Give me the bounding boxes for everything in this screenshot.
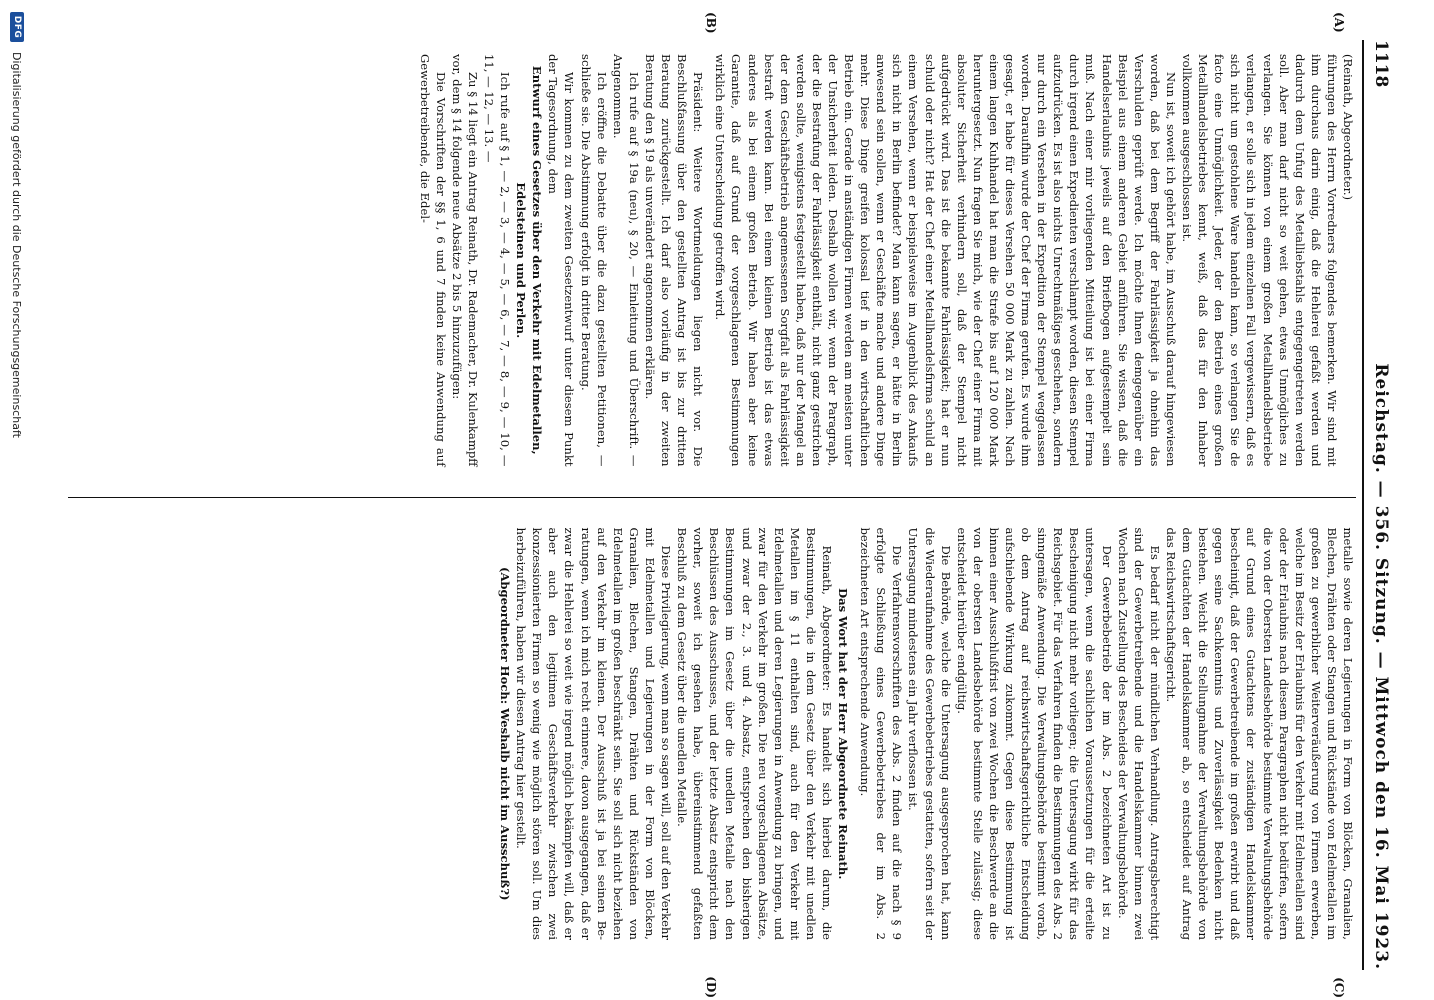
- paragraph: Reinath, Abgeordneter: Es handelt sich hierbei darum, die Bestimmungen, die in dem Gesetz über den Verkehr mit unedlen Metallen im § 11 enthalten sind, auch für den Verkehr mit Edelmetallen und deren Legierungen in Anwendung zu bringen, und zwar für den Verkehr im großen. Die neu vorgeschlagenen Absätze, und zwar der 2., 3. und 4. Absatz, entsprechen den bisherigen Bestimmungen im Gesetz über die unedlen Metalle nach den Beschlüssen des Ausschusses, und der letzte Absatz entspricht dem vorher, soweit ich gesehen habe, übereinstimmend gefaßten Beschluß zu dem Gesetz über die unedlen Metalle.: [675, 527, 834, 940]
- speaker-announcement: Das Wort hat der Herr Abgeordnete Reinath.: [836, 588, 851, 880]
- document-page: [68, 12, 1398, 998]
- right-column: [68, 498, 1356, 971]
- margin-mark-b: (B): [704, 12, 718, 34]
- paragraph: Ich eröffne die Debatte über die dazu gestellten Petitionen, — schließe sie. Die Abstimmung erfolgt in dritter Beratung.: [578, 54, 609, 467]
- paragraph: Präsident: Weitere Wortmeldungen liegen nicht vor. Die Beschlußfassung über den gestellten Antrag ist bis zur dritten Beratung zurückgestellt. Ich darf also vorläufig in der zweiten Beratung den § 19 als unverändert angenommen erklären.: [642, 54, 706, 467]
- paragraph: führungen des Herrn Vorredners folgendes bemerken. Wir sind mit ihm durchaus darin einig, daß die Hehlerei gefaßt werden und dadurch dem Unfug des Metalliebstahls entgegengetreten werden soll. Aber man darf nicht so weit gehen, etwas Unmögliches zu verlangen. Sie können von einem großen Metallhandelsbetriebe verlangen, er solle sich in jedem einzelnen Fall vergewissern, daß es sich nicht um gestohlene Ware handeln kann, so verlangen Sie de facto eine Unmöglichkeit. Jeder, der den Betrieb eines großen Metallhandelsbetriebes kennt, weiß, daß das für den Inhaber vollkommen ausgeschlossen ist.: [1180, 54, 1339, 467]
- paragraph: metalle sowie deren Legierungen in Form von Blöcken, Granalien, Blechen, Drähten oder Stangen und Rückstände von Edelmetallen im großen zu gewerblicher Weiterveräußerung von Firmen erwerben, welche im Besitz der Erlaubnis für den Verkehr mit Edelmetallen sind oder der Erlaubnis nach diesem Paragraphen nicht bedürfen, sofern die von der Obersten Landesbehörde bestimmte Verwaltungsbehörde auf Grund eines Gutachtens der zuständigen Handelskammer bescheinigt, daß der Gewerbetreibende im großen erwirbt und daß gegen seine Sachkenntnis und Zuverlässigkeit Bedenken nicht bestehen. Weicht die Stellungnahme der Verwaltungsbehörde von dem Gutachten der Handelskammer ab, so entscheidet auf Antrag das Reichswirtschaftsgericht.: [1163, 527, 1355, 940]
- paragraph: Die Verfahrensvorschriften des Abs. 2 finden auf die nach § 9 erfolgte Schließung eines Gewerbebetriebes der im Abs. 2 bezeichneten Art entsprechende Anwendung.: [858, 527, 905, 940]
- paragraph: Ich rufe auf § 19a (neu), § 20, — Einleitung und Überschrift. — Angenommen.: [610, 54, 641, 467]
- scan-edge: [1404, 0, 1434, 1000]
- margin-mark-a: (A): [1332, 12, 1346, 33]
- paragraph: Die Vorschriften der §§ 1, 6 und 7 finden keine Anwendung auf Gewerbetreibende, die Edel-: [417, 54, 448, 467]
- bill-title: Entwurf eines Gesetzes über den Verkehr mit Edelmetallen, Edelsteinen und Perlen.: [514, 65, 545, 455]
- text-columns: [68, 40, 1356, 970]
- dfg-logo: DFG: [10, 12, 24, 42]
- paragraph: Wir kommen zu dem zweiten Gesetzentwurf unter diesem Punkt der Tagesordnung, dem: [546, 54, 577, 467]
- paragraph: Diese Privilegierung, wenn man so sagen will, soll auf den Verkehr mit Edelmetallen und Legierungen in der Form von Blöcken, Granalien, Blechen, Stangen, Drähten und Rückständen von Edelmetallen im großen beschränkt sein. Sie soll sich nicht beziehen auf den Verkehr im kleinen. Der Ausschuß ist ja bei seinen Beratungen, wenn ich mich recht erinnere, davon ausgegangen, daß er zwar die Hehlerei so weit wie irgend möglich bekämpfen will, daß er aber auch den legitimen Geschäftsverkehr zwischen zwei konzessionierten Firmen so wenig wie möglich stören soll. Um dies herbeizuführen, haben wir diesen Antrag hier gestellt.: [514, 527, 674, 940]
- paragraph: Ich rufe auf § 1, — 2, — 3, — 4, — 5, — 6, — 7, — 8, — 9, — 10, — 11, — 12, — 13. —: [482, 54, 513, 467]
- speaker-note: (Reinath, Abgeordneter.): [1341, 54, 1355, 201]
- paragraph: Der Gewerbebetrieb der im Abs. 2 bezeichneten Art ist zu untersagen, wenn die sachlichen Voraussetzungen für die erteilte Bescheinigung nicht mehr vorliegen; die Untersagung wirkt für das Reichsgebiet. Für das Verfahren finden die Bestimmungen des Abs. 2 sinngemäße Anwendung. Die Verwaltungsbehörde bestimmt vorab, ob dem Antrag auf reichswirtschaftsgerichtliche Entscheidung aufschiebende Wirkung zukommt. Gegen diese Bestimmung ist binnen einer Ausschlußfrist von zwei Wochen die Beschwerde an die von der obersten Landesbehörde bestimmte Stelle zulässig; diese entscheidet hierüber endgültig.: [954, 527, 1114, 940]
- paragraph: Nun ist, soweit ich gehört habe, im Ausschuß darauf hingewiesen worden, daß bei dem Begriff der Fahrlässigkeit ja ohnehin das Verschulden geprüft werde. Ich möchte Ihnen demgegenüber ein Beispiel aus einem anderen Gebiet anführen. Sie wissen, daß die Handelserlaubnis jeweils auf den Briefbogen aufgestempelt sein muß. Nach einer mir vorliegenden Mitteilung ist bei einer Firma durch irgend einen Expedienten verschlampt worden, diesen Stempel aufzudrücken. Es ist also nichts Unrechtmäßiges geschehen, sondern nur durch ein Versehen in der Expedition der Stempel weggelassen worden. Daraufhin wurde der Chef der Firma gerufen. Es wurde ihm gesagt, er habe für dieses Versehen 50 000 Mark zu zahlen. Nach einem langen Kuhhandel hat man die Strafe bis auf 120 000 Mark heruntergesetzt. Nun fragen Sie mich, wie der Chef einer Firma mit absoluter Sicherheit verhindern soll, daß der Stempel nicht aufgedrückt wird. Das ist die bekannte Fahrlässigkeit; hat er nun schuld oder nicht? Hat der Chef einer Metallhandelsfirma schuld an einem Versehen, wenn er beispielsweise im Augenblick des Ankaufs sich nicht in Berlin befindet? Man kann sagen, er hätte in Berlin anwesend sein sollen, wenn er Geschäfte mache und andere Dinge mehr. Diese Dinge greifen kolossal tief in den wirtschaftlichen Betrieb ein. Gerade in anständigen Firmen werden am meisten unter der Unsicherheit leiden. Deshalb wollen wir, wenn der Paragraph, der die Bestrafung der Fahrlässigkeit enthält, nicht ganz gestrichen werden sollte, wenigstens festgestellt haben, daß nur der Mangel an der dem Geschäftsbetrieb angemessenen Sorgfalt als Fahrlässigkeit bestraft werden kann. Bei einem kleinen Betrieb ist das etwas anderes als bei einem großen Betrieb. Wir haben aber keine Garantie, daß auf Grund der vorgeschlagenen Bestimmungen wirklich eine Unterscheidung getroffen wird.: [713, 54, 1178, 467]
- paragraph: Die Behörde, welche die Untersagung ausgesprochen hat, kann die Wiederaufnahme des Gewerbebetriebes gestatten, sofern seit der Untersagung mindestens ein Jahr verflossen ist.: [906, 527, 953, 940]
- running-title: Reichstag. — 356. Sitzung. — Mittwoch den 16. Mai 1923.: [1371, 363, 1391, 970]
- left-column: [68, 40, 1356, 498]
- margin-mark-c: (C): [1332, 977, 1346, 998]
- digitization-footer: [4, 12, 30, 988]
- interjection: (Abgeordneter Hoch: Weshalb nicht im Ausschuß?): [498, 566, 513, 901]
- page-header: [1362, 40, 1398, 970]
- margin-mark-d: (D): [704, 976, 718, 998]
- footer-text: Digitalisierung gefördert durch die Deutsche Forschungsgemeinschaft: [10, 52, 24, 438]
- paragraph: Zu § 14 liegt ein Antrag Reinath, Dr. Rademacher, Dr. Kulenkampff vor, dem § 14 folgende neue Absätze 2 bis 5 hinzuzufügen:: [449, 54, 480, 467]
- paragraph: Es bedarf nicht der mündlichen Verhandlung. Antragsberechtigt sind der Gewerbetreibende und die Handelskammer binnen zwei Wochen nach Zustellung des Bescheides der Verwaltungsbehörde.: [1115, 527, 1162, 940]
- page-number: 1118: [1371, 40, 1391, 88]
